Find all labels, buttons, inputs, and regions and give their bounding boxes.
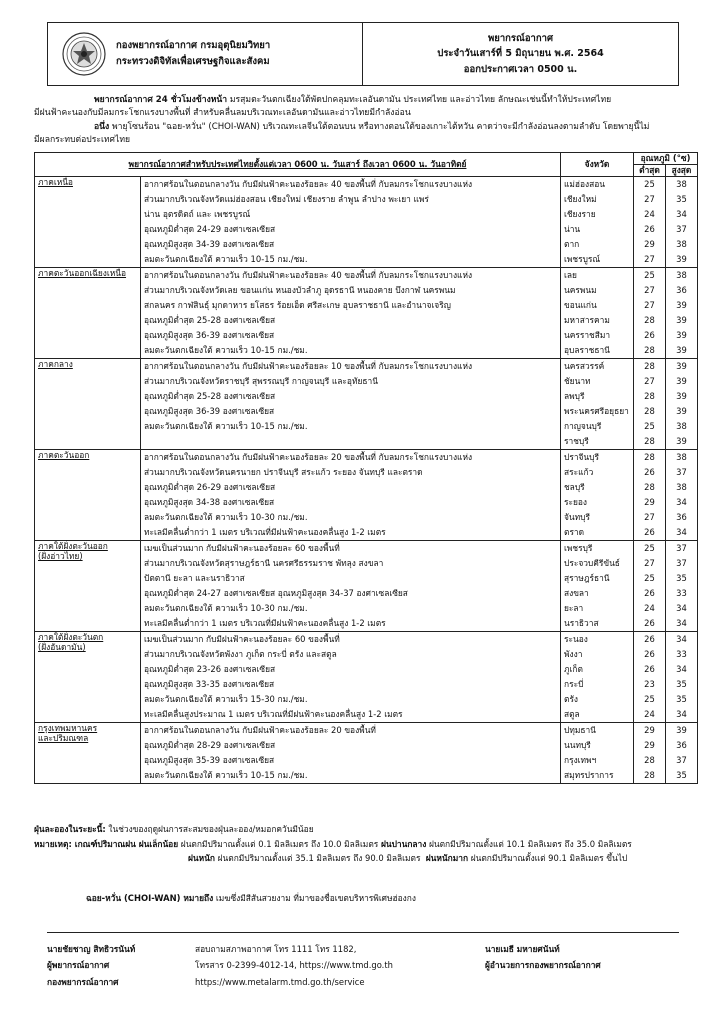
province-name: ตรัง (564, 693, 579, 704)
max-temp-cell (666, 176, 698, 267)
forecaster-block (47, 941, 195, 990)
rain-criteria-label: หมายเหตุ: เกณฑ์ปริมาณฝน ฝนเล็กน้อย (34, 838, 179, 849)
forecast-line-cell (141, 358, 561, 449)
province-name: สมุทรปราการ (564, 769, 614, 780)
province-name: ชัยนาท (564, 375, 591, 386)
max-temp: 35 (676, 193, 687, 204)
contact-service-link[interactable]: https://www.metalarm.tmd.go.th/service (195, 976, 365, 987)
forecast-line: ทะเลมีคลื่นสูงประมาณ 1 เมตร บริเวณที่มีฝนฟ้าคะนองคลื่นสูง 1-2 เมตร (144, 708, 403, 719)
min-temp: 27 (644, 299, 655, 310)
forecast-period-header: พยากรณ์อากาศสำหรับประเทศไทยตั้งแต่เวลา 0600 น. วันเสาร์ ถึงเวลา 0600 น. วันอาทิตย์ (35, 153, 561, 177)
region-name-cell (35, 540, 141, 631)
notes-section (34, 822, 694, 866)
region-row (35, 631, 698, 722)
forecast-line: ส่วนมากบริเวณจังหวัดราชบุรี สุพรรณบุรี กาญจนบุรี และอุทัยธานี (144, 375, 378, 386)
contact-fax-web[interactable]: โทรสาร 0-2399-4012-14, https://www.tmd.go.th (195, 960, 393, 971)
region-subname: (ฝั่งอันดามัน) (38, 642, 86, 653)
min-temp: 25 (644, 693, 655, 704)
min-temp: 28 (644, 314, 655, 325)
min-temp: 27 (644, 511, 655, 522)
max-temp: 39 (676, 360, 687, 371)
rain-very-heavy-label: ฝนหนักมาก (425, 853, 469, 864)
min-temp: 25 (644, 420, 655, 431)
region-row (35, 449, 698, 540)
province-name: น่าน (564, 223, 581, 234)
region-name: กรุงเทพมหานคร (38, 722, 98, 733)
forecaster-dept: กองพยากรณ์อากาศ (47, 976, 119, 987)
region-name: ภาคเหนือ (38, 176, 73, 187)
max-temp: 38 (676, 451, 687, 462)
max-temp: 39 (676, 299, 687, 310)
max-temp: 38 (676, 481, 687, 492)
forecast-line: อุณหภูมิสูงสุด 34-39 องศาเซลเซียส (144, 238, 275, 249)
min-temp: 29 (644, 496, 655, 507)
province-name-cell (561, 631, 634, 722)
min-temp: 25 (644, 542, 655, 553)
rain-heavy-text: ฝนตกมีปริมาณตั้งแต่ 35.1 มิลลิเมตร ถึง 90.0 มิลลิเมตร (217, 853, 421, 864)
max-temp: 39 (676, 724, 687, 735)
department-block (48, 23, 363, 85)
region-name: ภาคตะวันออกเฉียงเหนือ (38, 267, 127, 278)
max-temp: 39 (676, 344, 687, 355)
min-temp: 23 (644, 678, 655, 689)
director-role: ผู้อำนวยการกองพยากรณ์อากาศ (485, 960, 601, 971)
max-temp: 39 (676, 253, 687, 264)
min-temp: 26 (644, 648, 655, 659)
max-temp: 34 (676, 663, 687, 674)
forecast-line: เมฆเป็นส่วนมาก กับมีฝนฟ้าคะนองร้อยละ 60 ของพื้นที่ (144, 542, 340, 553)
summary-text-2: มีฝนฟ้าคะนองกับมีลมกระโชกแรงบางพื้นที่ สำหรับคลื่นลมบริเวณทะเลอันดามันและอ่าวไทยมีกำลังอ่อน (34, 108, 411, 119)
forecast-line-cell (141, 540, 561, 631)
forecast-line: อากาศร้อนในตอนกลางวัน กับมีฝนฟ้าคะนองร้อยละ 20 ของพื้นที่ กับลมกระโชกแรงบางแห่ง (144, 451, 473, 462)
rain-small-text: ฝนตกมีปริมาณตั้งแต่ 0.1 มิลลิเมตร ถึง 10.0 มิลลิเมตร (180, 838, 379, 849)
min-temp: 26 (644, 329, 655, 340)
region-row (35, 267, 698, 358)
contact-block (195, 941, 485, 990)
forecast-line: อุณหภูมิต่ำสุด 28-29 องศาเซลเซียส (144, 739, 276, 750)
province-name: ราชบุรี (564, 435, 589, 446)
min-temp: 28 (644, 405, 655, 416)
region-row (35, 722, 698, 783)
forecast-line: อุณหภูมิสูงสุด 36-39 องศาเซลเซียส (144, 329, 275, 340)
min-temp: 27 (644, 375, 655, 386)
forecast-line-cell (141, 176, 561, 267)
min-temp: 28 (644, 360, 655, 371)
max-temp: 36 (676, 284, 687, 295)
forecast-line: ลมตะวันตกเฉียงใต้ ความเร็ว 10-15 กม./ชม. (144, 420, 308, 431)
contact-phone: สอบถามสภาพอากาศ โทร 1111 โทร 1182, (195, 944, 357, 954)
forecaster-role: ผู้พยากรณ์อากาศ (47, 960, 110, 971)
province-name: แม่ฮ่องสอน (564, 178, 606, 189)
forecast-line: อุณหภูมิสูงสุด 35-39 องศาเซลเซียส (144, 754, 275, 765)
province-name-cell (561, 358, 634, 449)
forecast-line: ส่วนมากบริเวณจังหวัดนครนายก ปราจีนบุรี สระแก้ว ระยอง จันทบุรี และตราด (144, 466, 423, 477)
region-subname: (ฝั่งอ่าวไทย) (38, 551, 83, 562)
max-temp-cell (666, 358, 698, 449)
forecast-line: ปัตตานี ยะลา และนราธิวาส (144, 572, 245, 583)
min-temp-cell (634, 631, 666, 722)
summary-text-3: พายุโซนร้อน "ฉอย-หวั่น" (CHOI-WAN) บริเวณทะเลจีนใต้ตอนบน หรือทางตอนใต้ของเกาะไต้หวัน คาดว่าจะมีกำลังอ่อนลงตามลำดับ โดยพายุนี้ไม่ (111, 121, 650, 132)
summary-label: พยากรณ์อากาศ 24 ชั่วโมงข้างหน้า (94, 95, 228, 105)
province-name: อุบลราชธานี (564, 344, 610, 355)
min-temp: 26 (644, 223, 655, 234)
province-name: สตูล (564, 708, 580, 719)
province-name: มหาสารคาม (564, 314, 610, 325)
province-name: นครพนม (564, 284, 597, 295)
summary-text-4: มีผลกระทบต่อประเทศไทย (34, 134, 131, 145)
dust-text: ในช่วงของฤดูฝนการสะสมของฝุ่นละออง/หมอกควันมีน้อย (108, 824, 314, 834)
storm-name-note (86, 893, 416, 904)
province-name: เพชรบูรณ์ (564, 253, 601, 264)
min-temp-cell (634, 267, 666, 358)
forecast-line: ลมตะวันตกเฉียงใต้ ความเร็ว 15-30 กม./ชม. (144, 693, 308, 704)
max-temp: 33 (676, 587, 687, 598)
min-temp: 28 (644, 451, 655, 462)
rain-very-heavy-text: ฝนตกมีปริมาณตั้งแต่ 90.1 มิลลิเมตร ขึ้นไป (470, 853, 628, 864)
min-temp: 29 (644, 724, 655, 735)
province-name-cell (561, 722, 634, 783)
forecast-line: ลมตะวันตกเฉียงใต้ ความเร็ว 10-15 กม./ชม. (144, 344, 308, 355)
max-temp: 39 (676, 435, 687, 446)
max-temp: 35 (676, 678, 687, 689)
forecast-title-block (363, 23, 678, 85)
forecast-line: อากาศร้อนในตอนกลางวัน กับมีฝนฟ้าคะนองร้อยละ 40 ของพื้นที่ กับลมกระโชกแรงบางแห่ง (144, 269, 473, 280)
region-name-cell (35, 722, 141, 783)
forecast-line: อุณหภูมิต่ำสุด 24-29 องศาเซลเซียส (144, 223, 276, 234)
min-temp: 29 (644, 238, 655, 249)
max-temp: 37 (676, 542, 687, 553)
region-name: ภาคใต้ฝั่งตะวันตก (38, 631, 104, 642)
province-name-cell (561, 540, 634, 631)
province-name: สุราษฎร์ธานี (564, 572, 610, 583)
max-temp: 38 (676, 420, 687, 431)
min-temp: 28 (644, 390, 655, 401)
province-name: กาญจนบุรี (564, 420, 602, 431)
min-temp: 24 (644, 208, 655, 219)
province-name-cell (561, 449, 634, 540)
region-name: ภาคใต้ฝั่งตะวันออก (38, 540, 108, 551)
region-name-cell (35, 267, 141, 358)
max-temp-header: สูงสุด (666, 164, 698, 176)
max-temp: 39 (676, 329, 687, 340)
min-temp-cell (634, 358, 666, 449)
province-name: ปทุมธานี (564, 724, 596, 735)
region-name-cell (35, 358, 141, 449)
issued-time: ออกประกาศเวลา 0500 น. (463, 63, 578, 75)
forecast-line: อุณหภูมิต่ำสุด 23-26 องศาเซลเซียส (144, 663, 276, 674)
province-name: ปราจีนบุรี (564, 451, 599, 462)
min-temp: 25 (644, 572, 655, 583)
region-row (35, 540, 698, 631)
region-row (35, 358, 698, 449)
forecast-date: ประจำวันเสาร์ที่ 5 มิถุนายน พ.ศ. 2564 (437, 48, 604, 60)
forecast-line: อากาศร้อนในตอนกลางวัน กับมีฝนฟ้าคะนองร้อยละ 40 ของพื้นที่ กับลมกระโชกแรงบางแห่ง (144, 178, 473, 189)
min-temp: 27 (644, 253, 655, 264)
min-temp: 24 (644, 602, 655, 613)
forecast-line-cell (141, 631, 561, 722)
forecast-line: ส่วนมากบริเวณจังหวัดแม่ฮ่องสอน เชียงใหม่ เชียงราย ลำพูน ลำปาง พะเยา แพร่ (144, 193, 429, 204)
max-temp-cell (666, 267, 698, 358)
max-temp: 34 (676, 708, 687, 719)
max-temp: 38 (676, 269, 687, 280)
forecast-line: อุณหภูมิสูงสุด 34-38 องศาเซลเซียส (144, 496, 275, 507)
director-block (485, 941, 679, 990)
rain-moderate-text: ฝนตกมีปริมาณตั้งแต่ 10.1 มิลลิเมตร ถึง 35.0 มิลลิเมตร (428, 838, 632, 849)
forecast-line: ลมตะวันตกเฉียงใต้ ความเร็ว 10-15 กม./ชม. (144, 253, 308, 264)
rain-heavy-label: ฝนหนัก (188, 853, 215, 864)
province-name-cell (561, 267, 634, 358)
min-temp-cell (634, 722, 666, 783)
max-temp-cell (666, 449, 698, 540)
province-name: ลพบุรี (564, 390, 585, 401)
max-temp-cell (666, 722, 698, 783)
province-name: เชียงใหม่ (564, 193, 597, 204)
min-temp: 28 (644, 481, 655, 492)
min-temp: 27 (644, 557, 655, 568)
forecast-line: อุณหภูมิสูงสุด 33-35 องศาเซลเซียส (144, 678, 275, 689)
province-name: ขอนแก่น (564, 299, 597, 310)
forecast-line: ทะเลมีคลื่นต่ำกว่า 1 เมตร บริเวณที่มีฝนฟ้าคะนองคลื่นสูง 1-2 เมตร (144, 617, 386, 628)
forecast-line: อุณหภูมิต่ำสุด 25-28 องศาเซลเซียส (144, 390, 276, 401)
province-name: สงขลา (564, 587, 589, 598)
province-name: ยะลา (564, 602, 584, 613)
forecast-line: ทะเลมีคลื่นต่ำกว่า 1 เมตร บริเวณที่มีฝนฟ้าคะนองคลื่นสูง 1-2 เมตร (144, 526, 386, 537)
region-name-cell (35, 449, 141, 540)
max-temp: 35 (676, 572, 687, 583)
min-temp-header: ต่ำสุด (634, 164, 666, 176)
forecast-line: ส่วนมากบริเวณจังหวัดพังงา ภูเก็ต กระบี่ ตรัง และสตูล (144, 648, 337, 659)
department-name: กองพยากรณ์อากาศ กรมอุตุนิยมวิทยา (116, 39, 271, 51)
max-temp: 35 (676, 693, 687, 704)
forecast-summary (34, 94, 686, 147)
min-temp: 27 (644, 284, 655, 295)
province-name: เพชรบุรี (564, 542, 593, 553)
province-name: ชลบุรี (564, 481, 585, 492)
province-name: กระบี่ (564, 678, 584, 689)
forecast-line: ลมตะวันตกเฉียงใต้ ความเร็ว 10-30 กม./ชม. (144, 511, 308, 522)
province-name: พังงา (564, 648, 583, 659)
max-temp: 34 (676, 526, 687, 537)
forecaster-name: นายชัยชาญ สิทธิวรนันท์ (47, 944, 136, 954)
forecast-line: ลมตะวันตกเฉียงใต้ ความเร็ว 10-15 กม./ชม. (144, 769, 308, 780)
max-temp: 39 (676, 390, 687, 401)
max-temp: 35 (676, 769, 687, 780)
min-temp: 28 (644, 344, 655, 355)
province-name: ตราด (564, 526, 585, 537)
max-temp: 34 (676, 633, 687, 644)
forecast-line: สกลนคร กาฬสินธุ์ มุกดาหาร ยโสธร ร้อยเอ็ด ศรีสะเกษ อุบลราชธานี และอำนาจเจริญ (144, 299, 451, 310)
temperature-header: อุณหภูมิ (°ซ) (634, 153, 698, 165)
min-temp: 28 (644, 769, 655, 780)
max-temp: 34 (676, 208, 687, 219)
min-temp: 25 (644, 178, 655, 189)
province-name: สระแก้ว (564, 466, 594, 477)
province-name: เลย (564, 269, 577, 280)
forecast-line: ลมตะวันตกเฉียงใต้ ความเร็ว 10-30 กม./ชม. (144, 602, 308, 613)
max-temp: 34 (676, 617, 687, 628)
max-temp-cell (666, 631, 698, 722)
rain-moderate-label: ฝนปานกลาง (380, 838, 427, 849)
max-temp: 39 (676, 375, 687, 386)
storm-name-text: เมฆซึ่งมีสีสันสวยงาม ที่มาของชื่อเขตบริหารพิเศษฮ่องกง (215, 893, 416, 903)
director-name: นายเมธี มหายศนันท์ (485, 944, 560, 954)
province-name: ระนอง (564, 633, 588, 644)
max-temp: 39 (676, 405, 687, 416)
region-name-cell (35, 631, 141, 722)
min-temp: 26 (644, 617, 655, 628)
max-temp: 36 (676, 739, 687, 750)
tmd-seal-icon (62, 32, 106, 76)
max-temp: 34 (676, 602, 687, 613)
forecast-line: อากาศร้อนในตอนกลางวัน กับมีฝนฟ้าคะนองร้อยละ 20 ของพื้นที่ (144, 724, 376, 735)
note-label: อนึ่ง (94, 121, 110, 132)
forecast-line: อุณหภูมิสูงสุด 36-39 องศาเซลเซียส (144, 405, 275, 416)
min-temp: 26 (644, 663, 655, 674)
forecast-title: พยากรณ์อากาศ (488, 33, 553, 45)
min-temp-cell (634, 449, 666, 540)
province-name: จันทบุรี (564, 511, 590, 522)
ministry-name: กระทรวงดิจิทัลเพื่อเศรษฐกิจและสังคม (116, 56, 270, 67)
region-name: ภาคกลาง (38, 358, 73, 369)
min-temp: 24 (644, 708, 655, 719)
province-header: จังหวัด (561, 153, 634, 177)
min-temp: 26 (644, 466, 655, 477)
max-temp-cell (666, 540, 698, 631)
forecast-line: ส่วนมากบริเวณจังหวัดสุราษฎร์ธานี นครศรีธรรมราช พัทลุง สงขลา (144, 557, 384, 568)
forecast-line-cell (141, 267, 561, 358)
summary-text-1: มรสุมตะวันตกเฉียงใต้พัดปกคลุมทะเลอันดามัน ประเทศไทย และอ่าวไทย ลักษณะเช่นนี้ทำให้ประเทศไทย (229, 95, 612, 105)
province-name: ประจวบคีรีขันธ์ (564, 557, 620, 568)
province-name: นครสวรรค์ (564, 360, 605, 371)
province-name-cell (561, 176, 634, 267)
province-name: ระยอง (564, 496, 588, 507)
max-temp: 37 (676, 223, 687, 234)
min-temp: 25 (644, 269, 655, 280)
max-temp: 36 (676, 511, 687, 522)
forecast-line: น่าน อุตรดิตถ์ และ เพชรบูรณ์ (144, 208, 251, 219)
max-temp: 33 (676, 648, 687, 659)
forecast-line: อุณหภูมิต่ำสุด 25-28 องศาเซลเซียส (144, 314, 276, 325)
min-temp: 26 (644, 526, 655, 537)
min-temp: 28 (644, 754, 655, 765)
max-temp: 38 (676, 238, 687, 249)
forecast-line: อุณหภูมิต่ำสุด 24-27 องศาเซลเซียส อุณหภูมิสูงสุด 34-37 องศาเซลเซียส (144, 587, 408, 598)
min-temp: 26 (644, 587, 655, 598)
regional-forecast-table (34, 152, 698, 784)
region-row (35, 176, 698, 267)
min-temp: 26 (644, 633, 655, 644)
min-temp: 27 (644, 193, 655, 204)
forecast-line-cell (141, 722, 561, 783)
region-name-cell (35, 176, 141, 267)
forecast-line: อากาศร้อนในตอนกลางวัน กับมีฝนฟ้าคะนองร้อยละ 10 ของพื้นที่ กับลมกระโชกแรงบางแห่ง (144, 360, 473, 371)
forecast-line: อุณหภูมิต่ำสุด 26-29 องศาเซลเซียส (144, 481, 276, 492)
min-temp-cell (634, 176, 666, 267)
province-name: นครราชสีมา (564, 329, 611, 340)
max-temp: 39 (676, 314, 687, 325)
province-name: กรุงเทพฯ (564, 754, 597, 765)
storm-name-label: ฉอย-หวั่น (CHOI-WAN) หมายถึง (86, 893, 214, 903)
max-temp: 37 (676, 754, 687, 765)
region-name: ภาคตะวันออก (38, 449, 90, 460)
max-temp: 38 (676, 178, 687, 189)
province-name: นราธิวาส (564, 617, 599, 628)
min-temp: 28 (644, 435, 655, 446)
province-name: นนทบุรี (564, 739, 591, 750)
dust-label: ฝุ่นละอองในระยะนี้: (34, 824, 106, 834)
province-name: พระนครศรีอยุธยา (564, 405, 629, 416)
max-temp: 37 (676, 557, 687, 568)
document-footer (47, 932, 679, 990)
max-temp: 37 (676, 466, 687, 477)
region-subname: และปริมณฑล (38, 733, 89, 744)
max-temp: 34 (676, 496, 687, 507)
forecast-line-cell (141, 449, 561, 540)
min-temp-cell (634, 540, 666, 631)
forecast-line: ส่วนมากบริเวณจังหวัดเลย ขอนแก่น หนองบัวลำภู อุดรธานี หนองคาย บึงกาฬ นครพนม (144, 284, 456, 295)
forecast-line (144, 434, 557, 449)
province-name: เชียงราย (564, 208, 596, 219)
province-name: ตาก (564, 238, 580, 249)
min-temp: 29 (644, 739, 655, 750)
forecast-line: เมฆเป็นส่วนมาก กับมีฝนฟ้าคะนองร้อยละ 60 ของพื้นที่ (144, 633, 340, 644)
document-header (47, 22, 679, 86)
province-name: ภูเก็ต (564, 663, 583, 674)
